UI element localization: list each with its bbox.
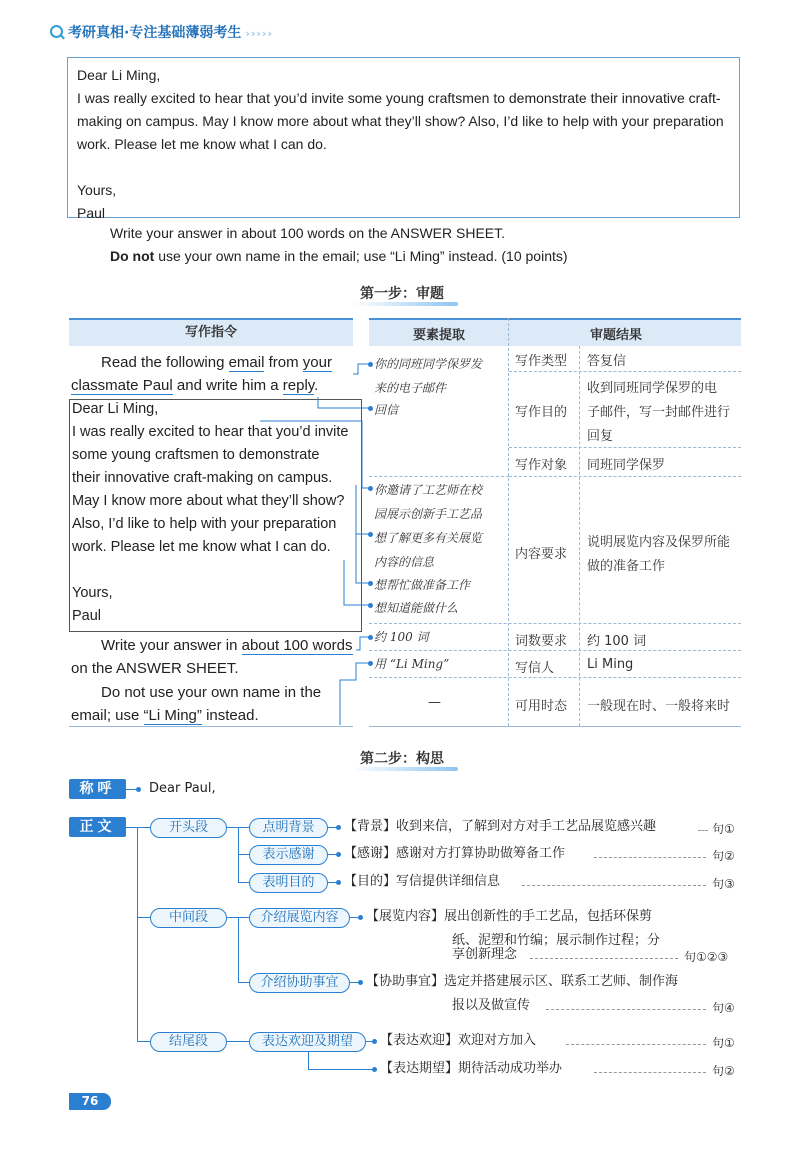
pill-background: 点明背景	[249, 818, 328, 838]
brand-name: 考研真相	[68, 25, 124, 41]
quoted-signature: Paul	[72, 608, 102, 624]
pill-purpose: 表明目的	[249, 873, 328, 893]
dot	[336, 852, 341, 857]
item-exhibition-ju: 句①②③	[684, 950, 729, 964]
section-opening: 开头段	[150, 818, 227, 838]
arrows-icon: ›››››	[245, 27, 273, 40]
result-value-purpose-3: 回复	[587, 429, 614, 444]
item-assist-text-2: 报以及做宣传	[452, 998, 531, 1013]
item-assist-ju: 句④	[712, 1001, 735, 1015]
divider	[579, 346, 580, 726]
left-paragraph-1: Read the following email from your classmate Paul and write him a reply.	[71, 354, 332, 394]
left-paragraph-write: Write your answer in about 100 words on the ANSWER SHEET.	[71, 637, 353, 677]
page-number: 76	[69, 1093, 111, 1110]
divider	[508, 318, 509, 726]
dot	[336, 880, 341, 885]
quoted-line-5: Also, I’d like to help with your preparation	[72, 516, 337, 532]
extract-5: 想帮忙做准备工作	[374, 578, 471, 592]
dot	[358, 980, 363, 985]
letter-closing: Yours,	[77, 182, 117, 198]
body-tag: 正文	[69, 817, 126, 837]
connector	[238, 882, 249, 883]
result-label-tense: 可用时态	[515, 699, 568, 714]
connector	[238, 982, 249, 983]
extract-3a: 你邀请了工艺师在校	[374, 483, 483, 497]
connector	[126, 827, 150, 828]
item-thanks-ju: 句②	[712, 849, 735, 863]
extract-4b: 内容的信息	[374, 555, 435, 569]
connector	[227, 1041, 249, 1042]
result-label-type: 写作类型	[515, 354, 568, 369]
item-thanks-text: 【感谢】感谢对方打算协助做筹备工作	[344, 846, 566, 861]
instruction-line-2-rest: use your own name in the email; use “Li Ming” instead. (10 points)	[154, 248, 568, 264]
item-purpose-text: 【目的】写信提供详细信息	[344, 874, 501, 889]
instruction-line-1: Write your answer in about 100 words on the ANSWER SHEET.	[110, 225, 506, 241]
dot	[336, 825, 341, 830]
dot	[368, 532, 373, 537]
connector	[308, 1052, 309, 1069]
item-exhibition-text-3: 享创新理念	[452, 947, 518, 962]
pill-assist: 介绍协助事宜	[249, 973, 350, 993]
quoted-line-2: some young craftsmen to demonstrate	[72, 447, 320, 463]
leader-dots	[594, 857, 706, 858]
connector	[137, 827, 138, 1041]
divider	[369, 623, 741, 624]
extract-1b: 来的电子邮件	[374, 381, 447, 395]
item-expect-text: 【表达期望】期待活动成功举办	[380, 1061, 563, 1076]
quoted-line-6: work. Please let me know what I can do.	[72, 539, 331, 555]
connector	[238, 917, 239, 982]
salutation-text: Dear Paul,	[149, 781, 216, 796]
dot	[368, 635, 373, 640]
result-label-content: 内容要求	[515, 547, 568, 562]
quoted-closing: Yours,	[72, 585, 113, 601]
dot	[358, 915, 363, 920]
connector	[238, 854, 249, 855]
dot	[368, 406, 373, 411]
item-purpose-ju: 句③	[712, 877, 735, 891]
divider	[369, 476, 509, 477]
result-value-words: 约 100 词	[587, 634, 647, 649]
letter-body: I was really excited to hear that you’d invite some young craftsmen to demonstrate their innovative craft-making on campus. May I know more about what they’ll show? Also, I’d like to help with your preparation work. Please let me know what I can do.	[77, 90, 724, 152]
divider	[509, 371, 741, 372]
result-label-writer: 写信人	[515, 661, 555, 676]
quoted-line-1: I was really excited to hear that you’d invite	[72, 424, 349, 440]
extract-4a: 想了解更多有关展览	[374, 531, 483, 545]
dot	[368, 486, 373, 491]
extract-9: —	[428, 695, 441, 710]
connector	[308, 1069, 372, 1070]
item-welcome-ju: 句①	[712, 1036, 735, 1050]
connector	[137, 917, 150, 918]
result-value-tense: 一般现在时、一般将来时	[587, 699, 731, 714]
divider	[69, 726, 353, 727]
extract-8: 用 “Li Ming”	[374, 657, 450, 671]
leader-dots	[698, 830, 708, 831]
section-middle: 中间段	[150, 908, 227, 928]
item-exhibition-text-2: 纸、泥塑和竹编；展示制作过程；分	[452, 933, 661, 948]
quoted-line-3: their innovative craft-making on campus.	[72, 470, 333, 486]
quoted-line-4: May I know more about what they’ll show?	[72, 493, 345, 509]
result-value-purpose-1: 收到同班同学保罗的电	[587, 381, 718, 396]
divider	[369, 677, 741, 678]
leader-dots	[566, 1044, 706, 1045]
extract-7: 约 100 词	[374, 630, 429, 644]
pill-thanks: 表示感谢	[249, 845, 328, 865]
pill-exhibition: 介绍展览内容	[249, 908, 350, 928]
dot	[372, 1039, 377, 1044]
result-label-words: 词数要求	[515, 634, 568, 649]
left-paragraph-donot: Do not use your own name in the email; use “Li Ming” instead.	[71, 684, 322, 724]
item-exhibition-text-1: 【展览内容】展出创新性的手工艺品，包括环保剪	[366, 909, 653, 924]
step2-title-text: 第二步：构思	[360, 751, 444, 767]
result-value-content-1: 说明展览内容及保罗所能	[587, 535, 731, 550]
divider	[509, 476, 741, 477]
do-not-text: Do not	[110, 248, 155, 264]
brand-slogan: ·专注基础薄弱考生	[124, 25, 242, 41]
item-expect-ju: 句②	[712, 1064, 735, 1078]
header-extraction: 要素提取	[413, 328, 466, 343]
item-background-text: 【背景】收到来信，了解到对方对手工艺品展览感兴趣	[344, 819, 657, 834]
connector	[137, 1041, 150, 1042]
quoted-greeting: Dear Li Ming,	[72, 401, 159, 417]
header-result: 审题结果	[590, 328, 643, 343]
leader-dots	[594, 1072, 706, 1073]
pill-welcome: 表达欢迎及期望	[249, 1032, 366, 1052]
salutation-tag: 称呼	[69, 779, 126, 799]
letter-greeting: Dear Li Ming,	[77, 67, 161, 83]
extract-1a: 你的同班同学保罗发	[374, 357, 483, 371]
item-welcome-text: 【表达欢迎】欢迎对方加入	[380, 1033, 537, 1048]
leader-dots	[546, 1009, 706, 1010]
divider	[369, 726, 741, 727]
step2-title	[360, 748, 458, 768]
divider	[369, 650, 741, 651]
divider	[509, 447, 741, 448]
result-value-target: 同班同学保罗	[587, 458, 666, 473]
letter-signature: Paul	[77, 205, 106, 221]
item-background-ju: 句①	[712, 822, 735, 836]
dot	[136, 787, 141, 792]
leader-dots	[522, 885, 706, 886]
dot	[368, 362, 373, 367]
extract-3b: 园展示创新手工艺品	[374, 507, 483, 521]
step1-title-text: 第一步：审题	[360, 286, 444, 302]
header-instruction: 写作指令	[69, 318, 353, 346]
section-ending: 结尾段	[150, 1032, 227, 1052]
dot	[372, 1067, 377, 1072]
result-value-content-2: 做的准备工作	[587, 559, 666, 574]
result-value-type: 答复信	[587, 354, 627, 369]
dot	[368, 581, 373, 586]
item-assist-text-1: 【协助事宜】选定并搭建展示区、联系工艺师、制作海	[366, 974, 679, 989]
extract-6: 想知道能做什么	[374, 601, 459, 615]
result-label-target: 写作对象	[515, 458, 568, 473]
result-value-purpose-2: 子邮件，写一封邮件进行	[587, 405, 731, 420]
dot	[368, 603, 373, 608]
result-label-purpose: 写作目的	[515, 405, 568, 420]
result-value-writer: Li Ming	[587, 657, 634, 672]
dot	[368, 661, 373, 666]
extract-2: 回信	[374, 403, 399, 417]
leader-dots	[530, 958, 678, 959]
